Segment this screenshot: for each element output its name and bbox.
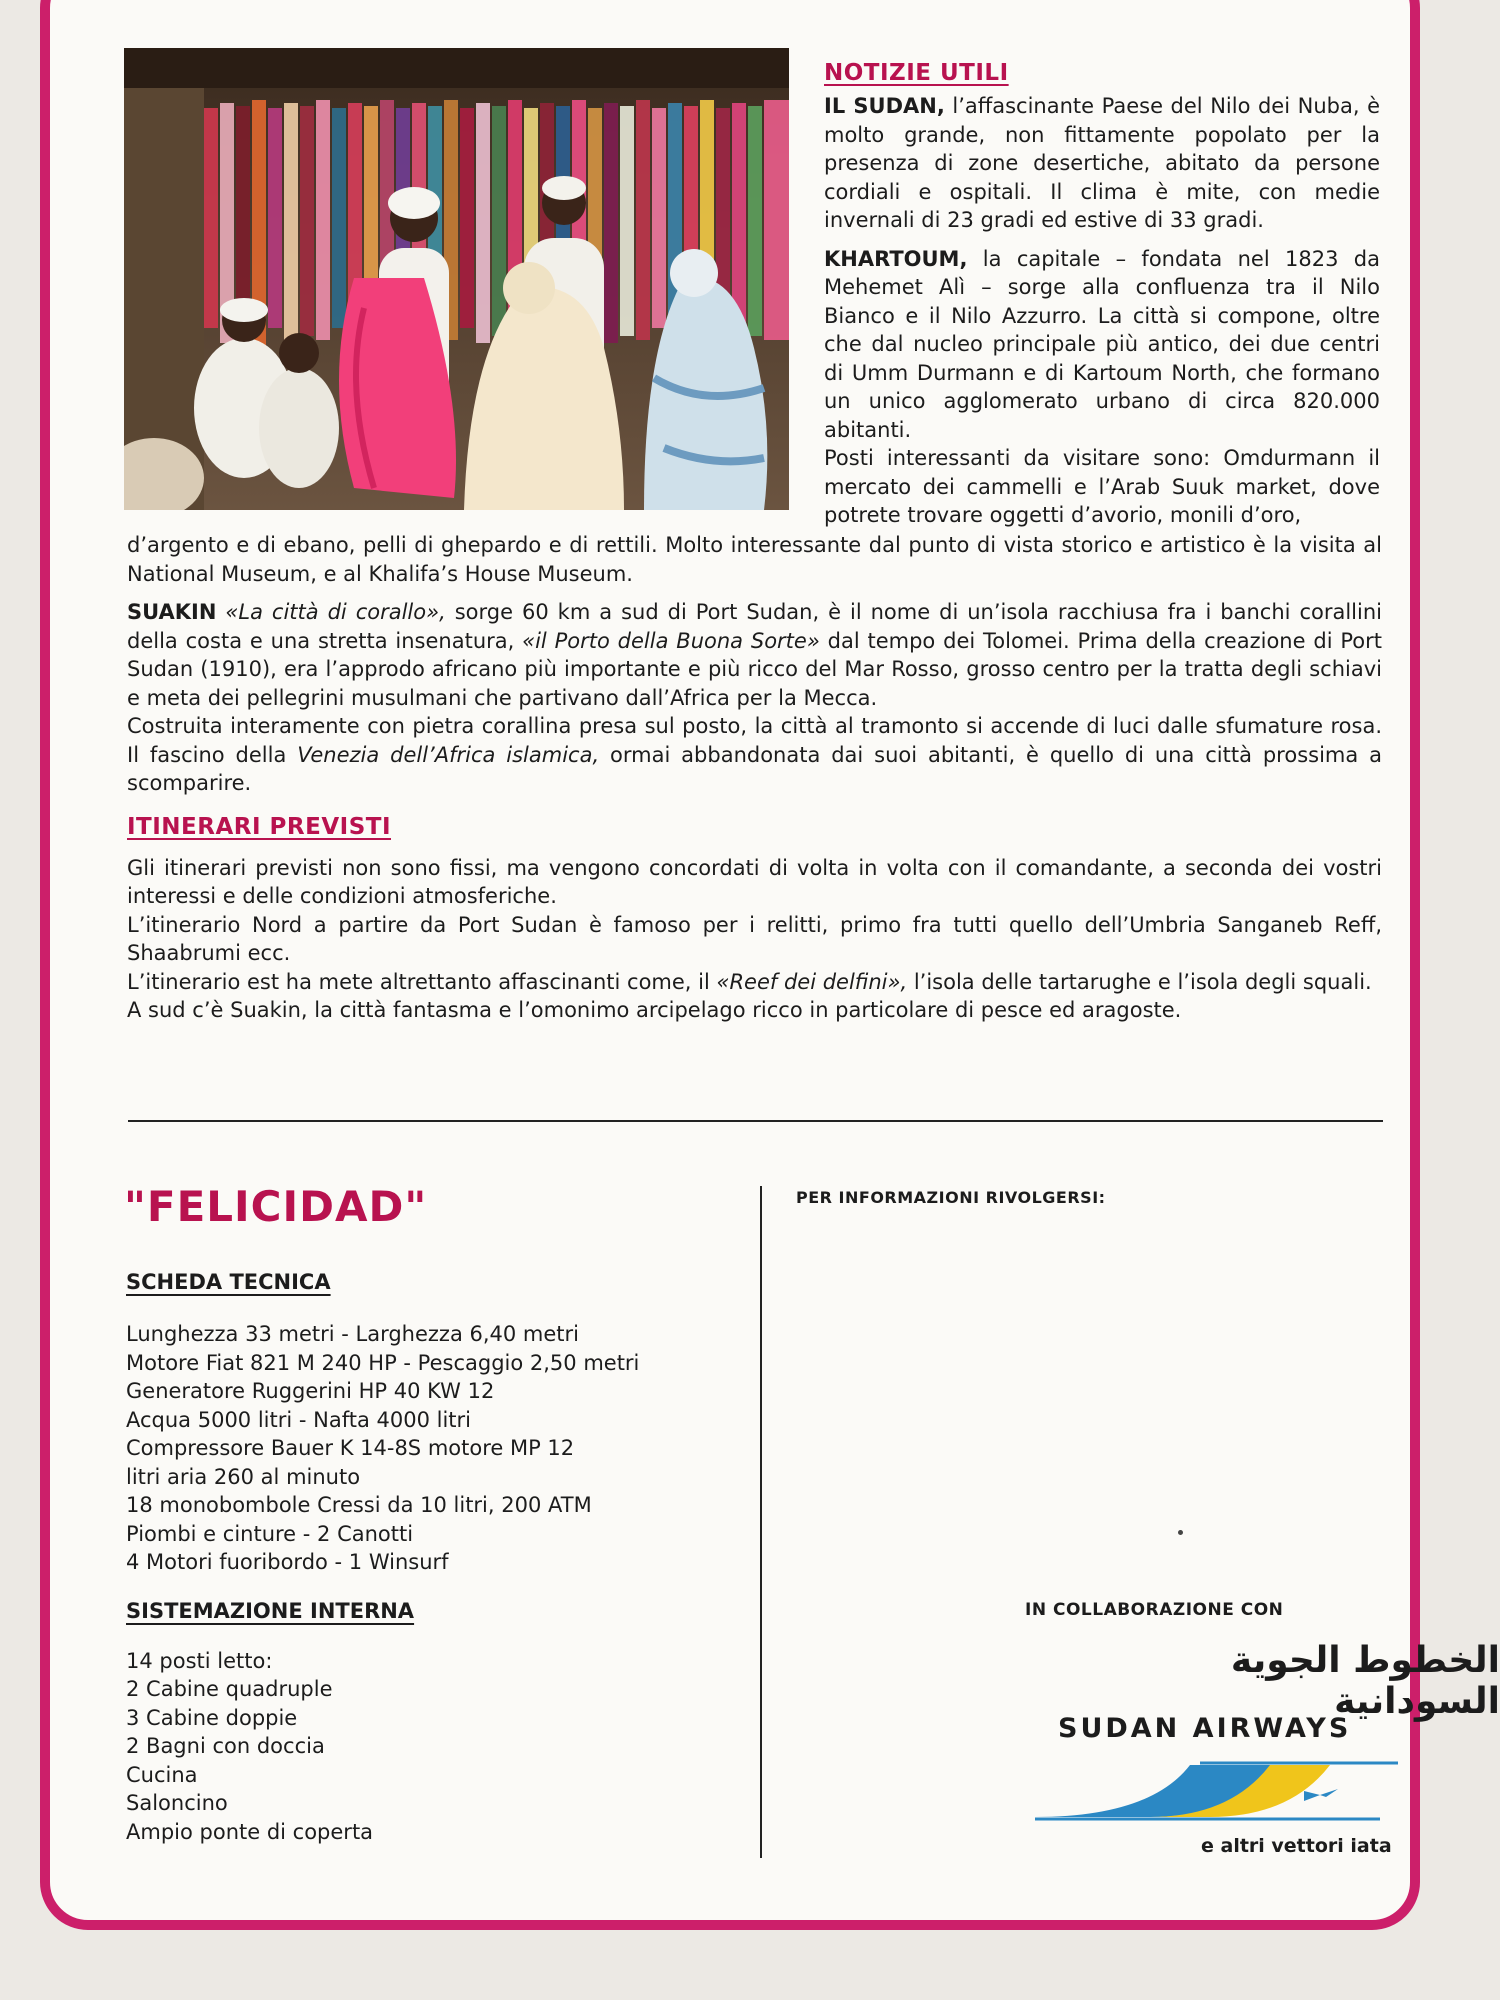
scheda-item: 4 Motori fuoribordo - 1 Winsurf [126,1550,449,1574]
scheda-item: Compressore Bauer K 14-8S motore MP 12 [126,1436,575,1460]
notizie-utili-column [824,60,1380,530]
market-photo [124,48,789,510]
info-heading: PER INFORMAZIONI RIVOLGERSI: [796,1188,1106,1207]
sudan-lead: IL SUDAN, [824,94,945,118]
itinerari-p3-a: L’itinerario est ha mete altrettanto affascinanti come, il [127,969,717,994]
scheda-item: Generatore Ruggerini HP 40 KW 12 [126,1379,495,1403]
itinerari-p1: Gli itinerari previsti non sono fissi, ma vengono concordati di volta in volta con il comandante, a seconda dei vostri interessi e delle condizioni atmosferiche. [127,855,1382,908]
suakin-text-4: ormai abbandonata dai suoi abitanti, è quello di una città prossima a scomparire. [127,742,1382,795]
suakin-italic: Venezia dell’Africa islamica, [297,742,600,767]
interna-heading: SISTEMAZIONE INTERNA [126,1598,415,1623]
boat-name: "FELICIDAD" [124,1182,428,1231]
posti-continuation: d’argento e di ebano, pelli di ghepardo e di rettili. Molto interessante dal punto di vista storico e artistico è la visita al National Museum, e al Khalifa’s House Museum. [127,533,1382,586]
interna-item: 3 Cabine doppie [126,1705,298,1730]
scheda-item: Lunghezza 33 metri - Larghezza 6,40 metri [126,1322,579,1346]
interna-item: 2 Bagni con doccia [126,1734,325,1758]
itinerari-p3-b: l’isola delle tartarughe e l’isola degli squali. [907,969,1372,994]
itinerari-p3 [127,968,1382,997]
interna-item: Ampio ponte di coperta [126,1819,374,1844]
scheda-item: 18 monobombole Cressi da 10 litri, 200 ATM [126,1493,592,1517]
suakin-quote: «La città di corallo», [216,600,446,624]
airline-name: SUDAN AIRWAYS [1058,1713,1352,1744]
scheda-item: litri aria 260 al minuto [126,1464,361,1489]
interna-item: Saloncino [126,1791,228,1815]
bird-icon [1304,1789,1338,1801]
suakin-text-1: sorge 60 km a sud di Port Sudan, è il nome di un’isola racchiusa fra i banchi corallini della costa e una stretta insenatura, [127,600,1382,653]
boat-specs [126,1270,736,1846]
airline-arabic-name: الخطوط الجوية السودانية [1230,1640,1500,1722]
suakin-paragraph-2 [127,712,1382,798]
suakin-text-3: Costruita interamente con pietra corallina presa sul posto, la città al tramonto si accende di luci dalle sfumature rosa. Il fascino della [127,714,1382,767]
posti-paragraph: Posti interessanti da visitare sono: Omdurmann il mercato dei cammelli e l’Arab Suuk market, dove potrete trovare oggetti d’avorio, monili d’oro, [824,446,1380,527]
horizontal-divider [128,1120,1383,1122]
interna-item: 14 posti letto: [126,1648,273,1673]
suakin-paragraph [127,598,1382,712]
khartoum-text: la capitale – fondata nel 1823 da Mehemet Alì – sorge alla confluenza tra il Nilo Bianco e il Nilo Azzurro. La città si compone, oltre che dal nucleo principale più antico, dei due centri di Umm Durmann e di Kartoum North, che formano un unico agglomerato urbano di circa 820.000 abitanti. [824,246,1380,442]
interna-list [126,1647,736,1847]
itinerari-p3-italic: «Reef dei delfini», [716,969,908,994]
scheda-item: Motore Fiat 821 M 240 HP - Pescaggio 2,50 metri [126,1350,640,1375]
khartoum-lead: KHARTOUM, [824,246,968,271]
sudan-text: l’affascinante Paese del Nilo dei Nuba, è molto grande, non fittamente popolato per la presenza di zone desertiche, abitato da persone cordiali e ospitali. Il clima è mite, con medie invernali di 23 gradi ed estive di 33 gradi. [824,94,1381,232]
vertical-divider [760,1186,762,1858]
decorative-dot [1178,1530,1183,1535]
suakin-quote-2: «il Porto della Buona Sorte» [522,628,820,653]
itinerari-p2: L’itinerario Nord a partire da Port Sudan è famoso per i relitti, primo fra tutti quello dell’Umbria Sanganeb Reff, Shaabrumi ecc. [127,912,1382,965]
itinerari-p4: A sud c’è Suakin, la città fantasma e l’omonimo arcipelago ricco in particolare di pesce ed aragoste. [127,998,1182,1022]
scheda-item: Acqua 5000 litri - Nafta 4000 litri [126,1407,472,1432]
posti-continuation-block [127,531,1382,1025]
scheda-item: Piombi e cinture - 2 Canotti [126,1521,414,1546]
suakin-lead: SUAKIN [127,600,217,624]
sudan-airways-logo [1030,1755,1400,1829]
collaboration-label: IN COLLABORAZIONE CON [1025,1600,1284,1620]
suakin-text-2: dal tempo dei Tolomei. Prima della creazione di Port Sudan (1910), era l’approdo africano più importante e più ricco del Mar Rosso, grosso centro per la tratta degli schiavi e meta dei pellegrini musulmani che partivano dall’Africa per la Mecca. [127,628,1382,710]
sudan-paragraph [824,92,1380,235]
scheda-heading: SCHEDA TECNICA [126,1270,331,1294]
notizie-heading: NOTIZIE UTILI [824,60,1009,86]
itinerari-heading: ITINERARI PREVISTI [127,813,391,840]
khartoum-paragraph [824,245,1380,445]
scheda-list [126,1320,736,1577]
interna-item: 2 Cabine quadruple [126,1677,333,1701]
other-carriers: e altri vettori iata [1201,1835,1392,1857]
interna-item: Cucina [126,1762,198,1787]
